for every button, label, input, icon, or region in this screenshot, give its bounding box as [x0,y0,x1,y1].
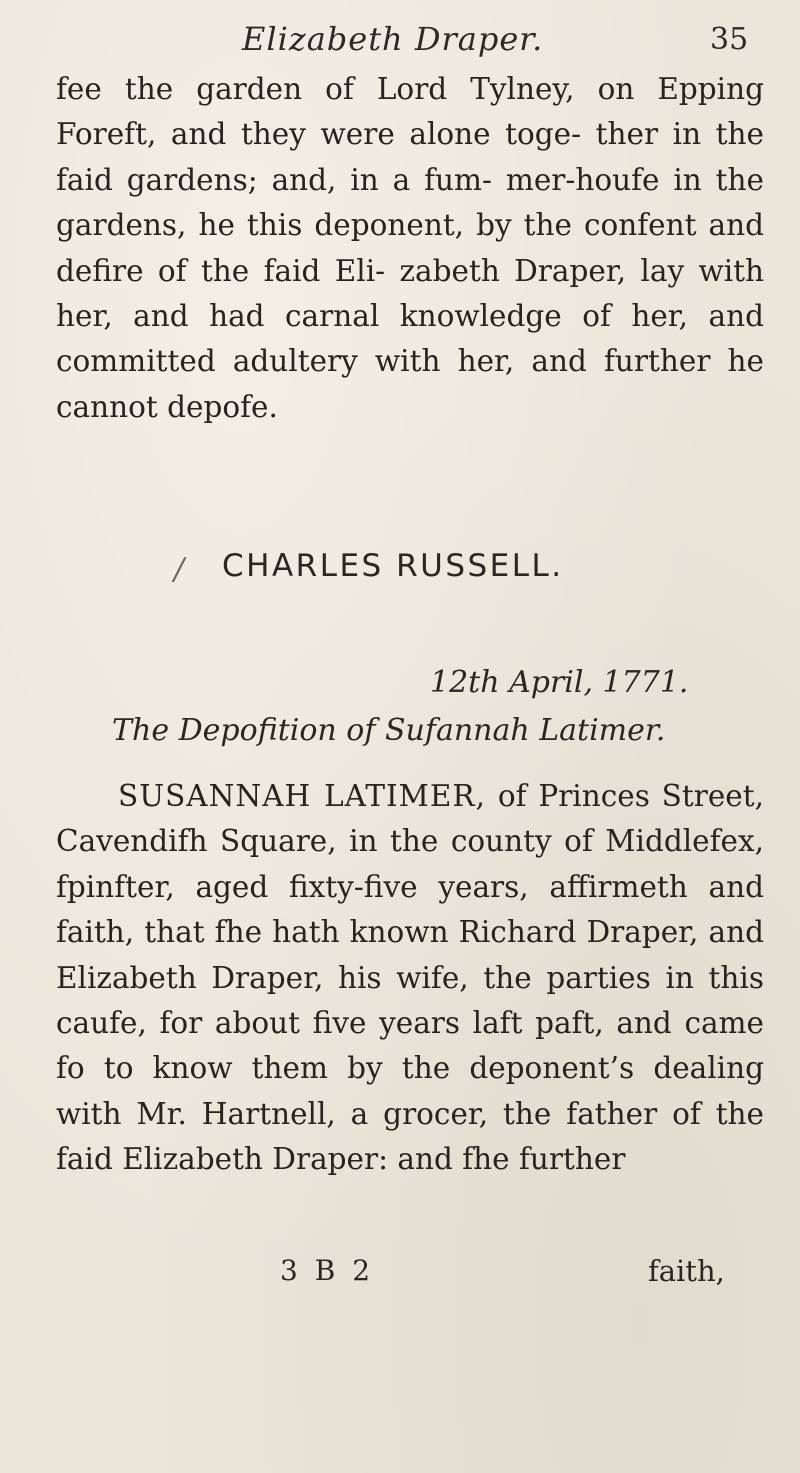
catchword: faith, [648,1254,725,1288]
page-number: 35 [710,22,749,57]
gathering-signature: 3 B 2 [280,1254,375,1287]
signature-mark: / [174,552,185,587]
paragraph-latimer-deposition [56,774,764,1183]
running-title: Elizabeth Draper. [242,20,544,58]
deposition-heading: The Depofition of Sufannah Latimer. [112,713,666,748]
paragraph-latimer-text: of Princes Street, Cavendifh Square, in the county of Middlefex, fpinfter, aged fixty-five years, affirmeth and faith, that fhe hath known Richard Draper, and Elizabeth Draper, his wife, the parties in this caufe, for about five years laft paft, and came fo to know them by the deponent’s dealing with Mr. Hartnell, a grocer, the father of the faid Elizabeth Draper: and fhe further [56,779,764,1177]
deponent-name: SUSANNAH LATIMER, [118,779,487,813]
page-footer [0,1254,800,1296]
dateline: 12th April, 1771. [430,665,689,700]
paragraph-russell-deposition: fee the garden of Lord Tylney, on Epping Foreft, and they were alone toge- ther in the faid gardens; and, in a fum- mer-houfe in the gardens, he this deponent, by the confent and defire of the faid Eli- zabeth Draper, lay with her, and had carnal knowledge of her, and committed adultery with her, and further he cannot depofe. [56,72,764,424]
signature-charles-russell: CHARLES RUSSELL. [222,548,564,584]
running-head [0,18,800,62]
